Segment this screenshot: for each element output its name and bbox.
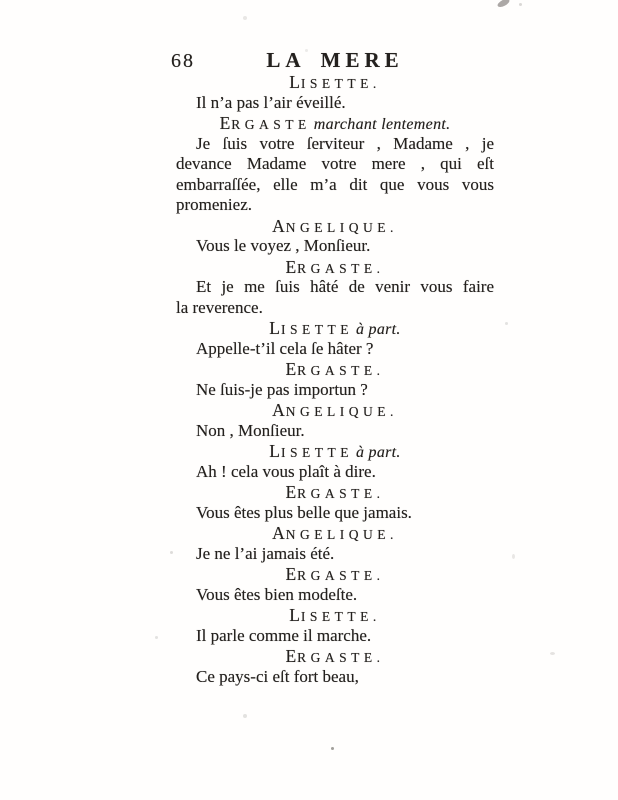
speaker-name-rest: NGELIQUE. [285, 404, 398, 419]
speaker-initial: A [272, 400, 285, 420]
dialogue-line: la reverence. [176, 297, 263, 317]
stage-direction: à part. [355, 321, 401, 338]
speaker-initial: E [219, 113, 231, 133]
speaker-heading [176, 605, 494, 626]
speaker-initial: L [269, 318, 280, 338]
speaker-name-rest: RGASTE. [297, 650, 385, 665]
dialogue-line: devance Madame votre mere , qui eſt [176, 154, 494, 173]
speaker-heading [176, 359, 494, 380]
dialogue-line: Non , Monſieur. [196, 420, 305, 440]
scan-speck [155, 636, 158, 639]
speaker-name-rest: RGASTE. [297, 363, 385, 378]
dialogue-line: Il parle comme il marche. [196, 625, 372, 645]
scan-speck [170, 551, 173, 554]
speaker-initial: E [285, 359, 297, 379]
speaker-name-rest: NGELIQUE. [285, 219, 398, 235]
dialogue-line: embarraſſée, elle m’a dit que vous vous [176, 174, 494, 194]
speaker-heading [176, 564, 494, 585]
speaker-name-rest: ISETTE [280, 445, 353, 460]
dialogue-line: Ah ! cela vous plaît à dire. [196, 461, 376, 481]
speaker-heading [176, 216, 494, 237]
speaker-heading [176, 646, 494, 667]
speaker-initial: L [289, 72, 300, 92]
speaker-initial: E [285, 646, 297, 666]
page-number: 68 [171, 50, 195, 72]
scan-speck [243, 16, 247, 20]
dialogue-line: Ne ſuis-je pas importun ? [196, 379, 368, 399]
dialogue-line: Appelle-t’il cela ſe hâter ? [196, 338, 374, 358]
scan-speck [505, 322, 508, 325]
dialogue-line: promeniez. [176, 195, 252, 214]
dialogue-line: Il n’a pas l’air éveillé. [196, 92, 346, 112]
speaker-name-rest: RGASTE. [297, 486, 385, 501]
speaker-heading [176, 113, 494, 134]
speaker-heading [176, 482, 494, 503]
speaker-heading [176, 318, 494, 339]
stage-direction: à part. [355, 444, 401, 461]
speaker-heading [176, 523, 494, 544]
speaker-initial: E [285, 256, 297, 277]
dialogue-line: Vous êtes bien modeſte. [196, 584, 358, 604]
speaker-name-rest: ISETTE. [300, 76, 381, 91]
speaker-initial: E [285, 482, 297, 502]
scan-speck [331, 747, 334, 750]
running-title: LA MERE [266, 48, 404, 72]
stage-direction: marchant lentement. [313, 116, 451, 133]
scan-speck [512, 554, 515, 559]
speaker-name-rest: NGELIQUE. [285, 527, 398, 542]
speaker-heading [176, 72, 494, 93]
speaker-heading [176, 400, 494, 421]
speaker-initial: A [272, 523, 285, 543]
speaker-name-rest: RGASTE. [297, 568, 385, 583]
speaker-initial: L [289, 605, 300, 625]
scan-speck [243, 714, 247, 718]
dialogue-line: Je ne l’ai jamais été. [196, 543, 335, 563]
speaker-heading [176, 257, 494, 278]
dialogue-line: Vous le voyez , Monſieur. [196, 236, 371, 255]
speaker-name-rest: ISETTE. [300, 609, 381, 624]
speaker-initial: A [272, 215, 285, 236]
scan-speck [550, 652, 555, 655]
scan-speck [519, 3, 522, 6]
speaker-name-rest: RGASTE. [297, 260, 385, 276]
speaker-name-rest: RGASTE [231, 117, 311, 132]
scan-speck [496, 0, 510, 9]
dialogue-line: Vous êtes plus belle que jamais. [196, 502, 412, 522]
speaker-heading [176, 441, 494, 462]
dialogue-line: Je ſuis votre ſerviteur , Madame , je [196, 133, 494, 153]
speaker-initial: L [269, 441, 280, 461]
dialogue-line: Ce pays-ci eſt fort beau, [196, 666, 359, 686]
scan-speck [305, 49, 308, 52]
text-column [176, 72, 494, 687]
speaker-name-rest: ISETTE [280, 322, 353, 337]
dialogue-line: Et je me ſuis hâté de venir vous faire [196, 277, 494, 296]
speaker-initial: E [285, 564, 297, 584]
